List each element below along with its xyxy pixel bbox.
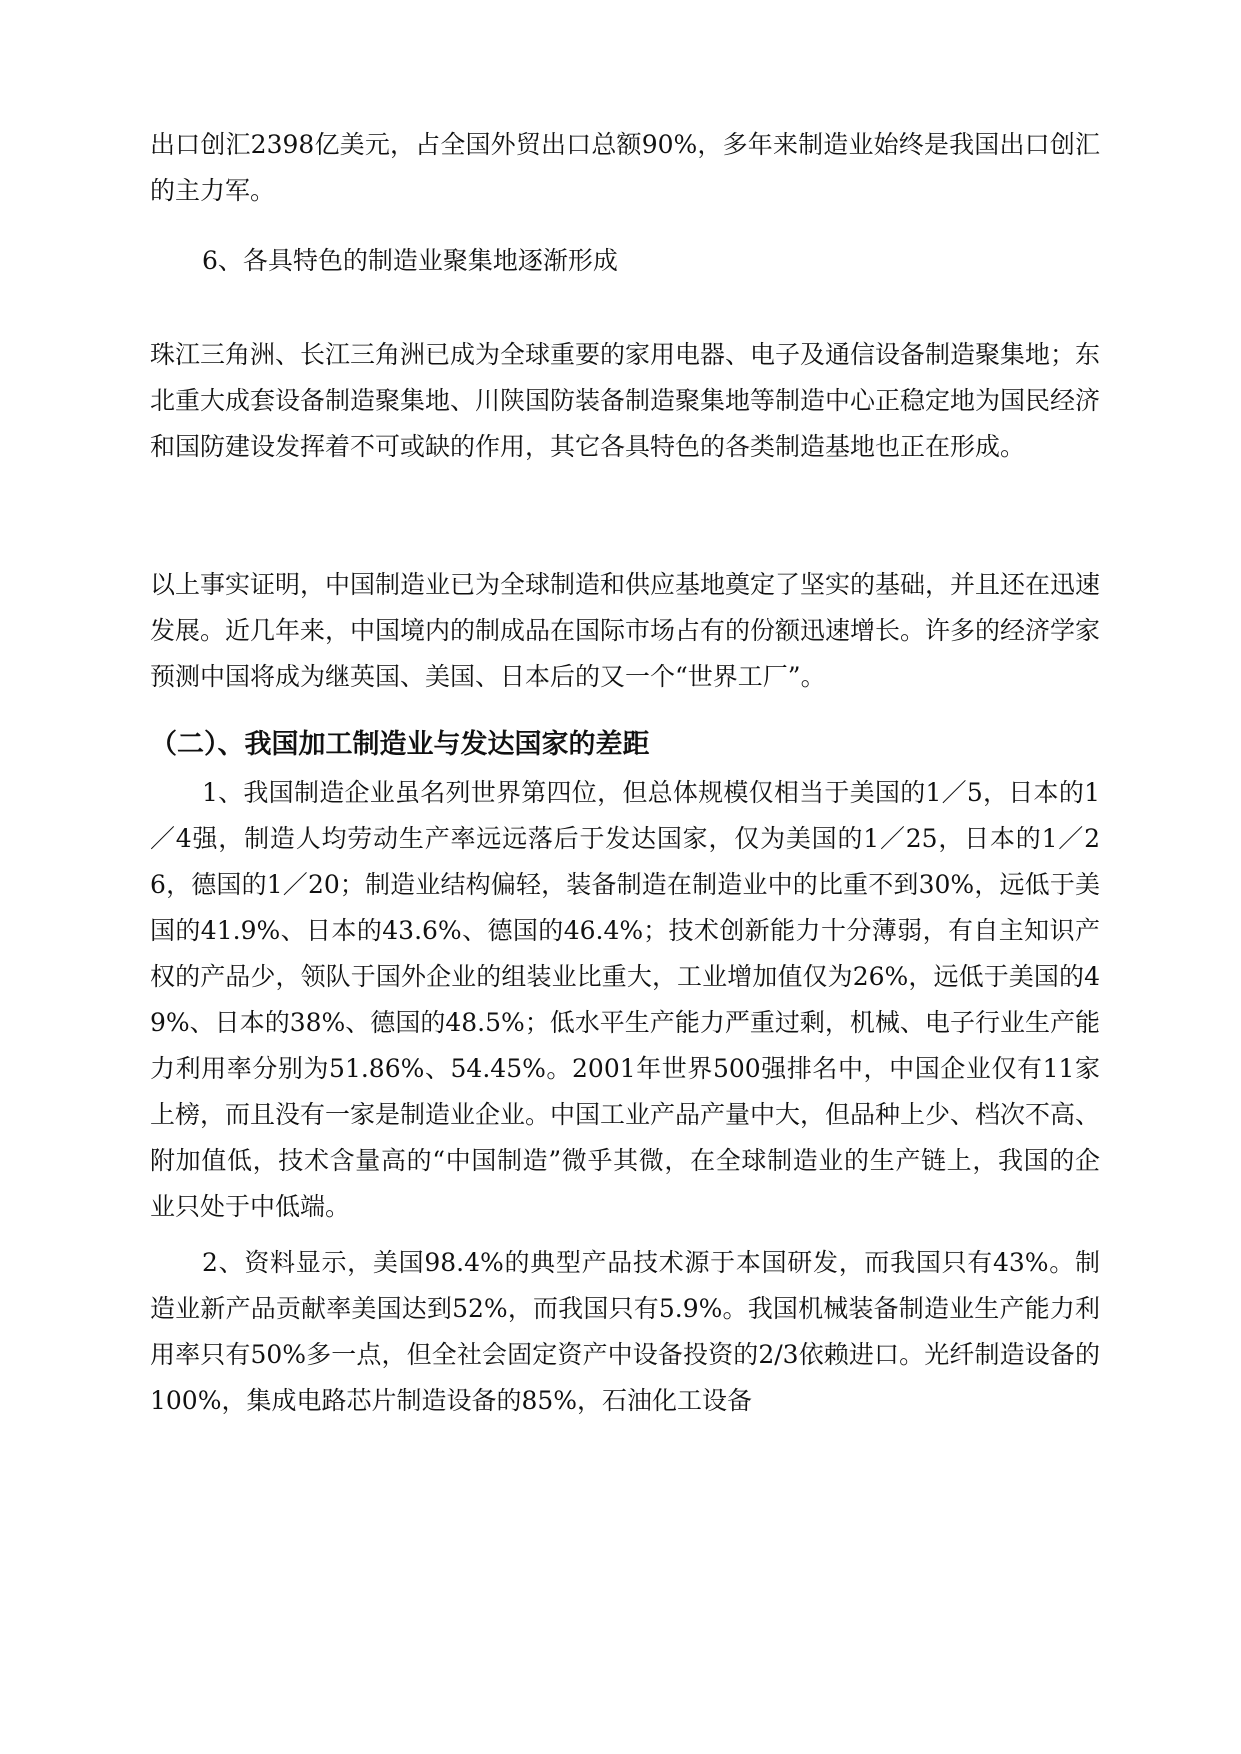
paragraph-export-earnings: 出口创汇2398亿美元，占全国外贸出口总额90%，多年来制造业始终是我国出口创汇的主力军。 [150,130,1100,205]
paragraph-clusters-detail: 珠江三角洲、长江三角洲已成为全球重要的家用电器、电子及通信设备制造聚集地；东北重大成套设备制造聚集地、川陕国防装备制造聚集地等制造中心正稳定地为国民经济和国防建设发挥着不可或缺的作用，其它各具特色的各类制造基地也正在形成。 [150,340,1101,461]
subheading-manufacturing-clusters: 6、各具特色的制造业聚集地逐渐形成 [202,246,618,275]
paragraph-gap-point-2: 2、资料显示，美国98.4%的典型产品技术源于本国研发，而我国只有43%。制造业新产品贡献率美国达到52%，而我国只有5.9%。我国机械装备制造业生产能力利用率只有50%多一点，但全社会固定资产中设备投资的2/3依赖进口。光纤制造设备的100%，集成电路芯片制造设备的85%，石油化工设备 [150,1248,1100,1415]
paragraph-gap-point-1: 1、我国制造企业虽名列世界第四位，但总体规模仅相当于美国的1／5，日本的1／4强，制造人均劳动生产率远远落后于发达国家，仅为美国的1／25，日本的1／26，德国的1／20；制造业结构偏轻，装备制造在制造业中的比重不到30%，远低于美国的41.9%、日本的43.6%、德国的46.4%；技术创新能力十分薄弱，有自主知识产权的产品少，领队于国外企业的组装业比重大，工业增加值仅为26%，远低于美国的49%、日本的38%、德国的48.5%；低水平生产能力严重过剩，机械、电子行业生产能力利用率分别为51.86%、54.45%。2001年世界500强排名中，中国企业仅有11家上榜，而且没有一家是制造业企业。中国工业产品产量中大，但品种上少、档次不高、附加值低，技术含量高的“中国制造”微乎其微，在全球制造业的生产链上，我国的企业只处于中低端。 [150,778,1101,1221]
document-page [150,122,1100,1424]
section-heading-gap: （二）、我国加工制造业与发达国家的差距 [150,729,650,760]
paragraph-world-factory: 以上事实证明，中国制造业已为全球制造和供应基地奠定了坚实的基础，并且还在迅速发展。近几年来，中国境内的制成品在国际市场占有的份额迅速增长。许多的经济学家预测中国将成为继英国、美国、日本后的又一个“世界工厂”。 [150,570,1101,691]
